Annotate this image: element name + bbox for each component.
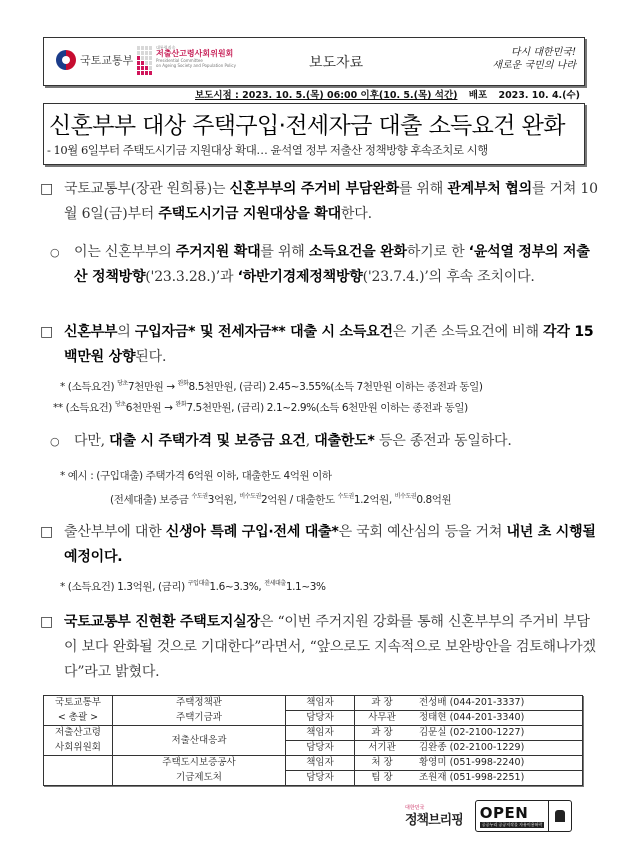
committee-en-2: on Ageing Society and Population Policy	[156, 62, 237, 68]
table-row: 기금제도처 담당자 팀 장 조원재 (051-998-2251)	[44, 771, 583, 786]
embargo-time: 보도시점 : 2023. 10. 5.(목) 06:00 이후(10. 5.(목) 석간)	[195, 90, 458, 101]
paragraph-2: ○ 이는 신혼부부의 주거지원 확대를 위해 소득요건을 완화하기로 한 ‘윤석열 정부의 저출산 정책방향('23.3.28.)’과 ‘하반기경제정책방향('23.7.4.)’의 후속 조치이다.	[50, 240, 600, 290]
footer-logos	[405, 800, 572, 832]
paragraph-1: □ 국토교통부(장관 원희룡)는 신혼부부의 주거비 부담완화를 위해 관계부처 협의를 거쳐 10월 6일(금)부터 주택도시기금 지원대상을 확대한다.	[40, 177, 600, 227]
policy-briefing-logo: 대한민국 정책브리핑	[405, 804, 463, 828]
page-subtitle: - 10월 6일부터 주택도시기금 지원대상 확대… 윤석열 정부 저출산 정책방향 후속조치로 시행	[47, 143, 488, 157]
open-word: OPEN	[479, 803, 529, 822]
attribution-person-icon	[548, 801, 571, 831]
footnote-jeonse-income: ** (소득요건) $^{당초}$6천만원 → $^{완화}$7.5천만원, (금리) 2.1~2.9%(소득 6천만원 이하는 종전과 동일)	[53, 401, 468, 414]
square-bullet-icon: □	[40, 181, 54, 197]
open-sub: 공공누리 공공저작물 자유이용허락	[481, 821, 543, 827]
table-row: 주택도시보증공사 책임자 처 장 황영미 (051-998-2240)	[44, 756, 583, 771]
slogan-line1: 다시 대한민국!	[510, 47, 576, 58]
government-emblem-icon	[56, 50, 76, 70]
paragraph-5: □ 출산부부에 대한 신생아 특례 구입·전세 대출*은 국회 예산심의 등을 거쳐 내년 초 시행될 예정이다.	[40, 520, 600, 570]
doc-type-label: 보도자료	[309, 55, 364, 71]
circle-bullet-icon: ○	[50, 435, 60, 448]
distribution-label: 배포	[468, 90, 488, 101]
table-row: < 총괄 > 주택기금과 담당자 사무관 정태현 (044-201-3340)	[44, 711, 583, 726]
title-box	[43, 103, 585, 165]
footnote-example-purchase: * 예시 : (구입대출) 주택가격 6억원 이하, 대출한도 4억원 이하	[60, 470, 332, 482]
square-bullet-icon: □	[40, 524, 54, 540]
circle-bullet-icon: ○	[50, 246, 60, 259]
paragraph-3: □ 신혼부부의 구입자금* 및 전세자금** 대출 시 소득요건은 기존 소득요건에 비해 각각 15백만원 상향된다.	[40, 320, 600, 370]
committee-name: 저출산고령사회위원회	[156, 49, 234, 59]
molit-logo	[56, 50, 133, 70]
square-bullet-icon: □	[40, 614, 54, 630]
ministry-name: 국토교통부	[80, 54, 134, 67]
committee-small: 대통령직속	[156, 45, 176, 50]
paragraph-4: ○ 다만, 대출 시 주택가격 및 보증금 요건, 대출한도* 등은 종전과 동일하다.	[50, 429, 610, 454]
slogan	[492, 46, 576, 72]
header-box	[43, 37, 585, 86]
table-row: 국토교통부 주택정책관 책임자 과 장 전성배 (044-201-3337)	[44, 696, 583, 711]
table-row: 저출산고령 저출산대응과 책임자 과 장 김문실 (02-2100-1227)	[44, 726, 583, 741]
kogl-open-badge	[475, 800, 573, 832]
committee-bars-icon	[137, 46, 152, 75]
table-row: 사회위원회 담당자 서기관 김완종 (02-2100-1229)	[44, 741, 583, 756]
square-bullet-icon: □	[40, 324, 54, 340]
footnote-purchase-income: * (소득요건) $^{당초}$7천만원 → $^{완화}$8.5천만원, (금리) 2.45~3.55%(소득 7천만원 이하는 종전과 동일)	[60, 380, 483, 393]
footnote-newborn-loan: * (소득요건) 1.3억원, (금리) $^{구입대출}$1.6~3.3%, $^{전세대출}$1.1~3%	[60, 580, 326, 593]
page-title: 신혼부부 대상 주택구입·전세자금 대출 소득요건 완화	[49, 113, 565, 139]
footnote-example-jeonse: (전세대출) 보증금 $^{수도권}$3억원, $^{비수도권}$2억원 / 대출한도 $^{수도권}$1.2억원, $^{비수도권}$0.8억원	[110, 493, 452, 506]
paragraph-6: □ 국토교통부 진현환 주택토지실장은 “이번 주거지원 강화를 통해 신혼부부의 주거비 부담이 보다 완화될 것으로 기대한다”라면서, “앞으로도 지속적으로 보완방안을 검토해나가겠다”라고 밝혔다.	[40, 610, 600, 685]
release-info	[195, 87, 580, 101]
distribution-date: 2023. 10. 4.(수)	[498, 90, 581, 101]
committee-en-1: Presidential Committee	[156, 58, 203, 64]
slogan-line2: 새로운 국민의 나라	[492, 60, 576, 71]
committee-logo	[137, 46, 236, 75]
contacts-table	[43, 695, 583, 786]
